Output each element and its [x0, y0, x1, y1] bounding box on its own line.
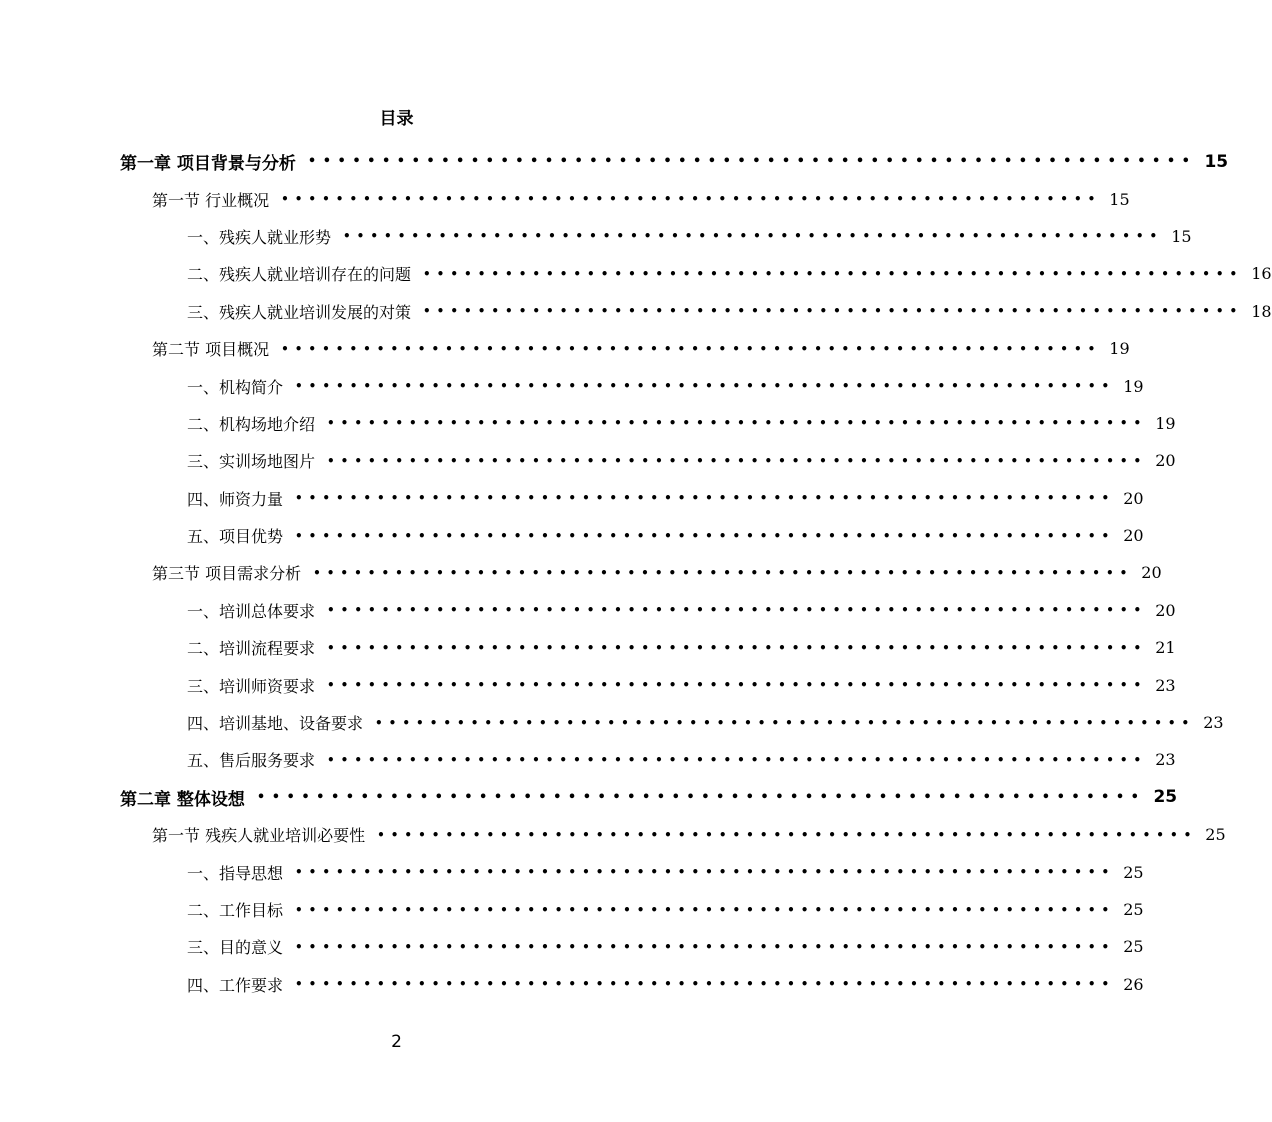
toc-entry-label: 四、师资力量 — [187, 489, 284, 509]
toc-dot-leader: •••••••••••••••••••••••••••••••••••••••••••••••••••••••••••• — [343, 229, 1164, 244]
toc-entry-page: 16 — [1251, 264, 1272, 284]
toc-entry[interactable] — [120, 255, 1272, 292]
toc-entry-label: 第一章 项目背景与分析 — [120, 154, 296, 175]
toc-entry-page: 23 — [1155, 750, 1176, 770]
toc-entry[interactable] — [120, 293, 1272, 330]
toc-entry[interactable] — [120, 143, 1229, 180]
toc-dot-leader: •••••••••••••••••••••••••••••••••••••••••••••••••••••••••••• — [375, 715, 1196, 730]
toc-entry-label: 三、目的意义 — [187, 938, 284, 958]
toc-entry-page: 21 — [1155, 638, 1176, 658]
toc-entry-label: 二、工作目标 — [187, 901, 284, 920]
toc-entry-label: 二、培训流程要求 — [187, 639, 316, 659]
toc-entry-page: 25 — [1123, 862, 1144, 882]
toc-entry[interactable] — [120, 966, 1144, 1003]
toc-entry-label: 一、指导思想 — [187, 863, 284, 883]
toc-entry-label: 五、项目优势 — [187, 527, 284, 547]
toc-entry[interactable] — [120, 554, 1162, 591]
toc-entry[interactable] — [120, 517, 1144, 554]
toc-dot-leader: •••••••••••••••••••••••••••••••••••••••••••••••••••••••••••• — [327, 453, 1148, 468]
toc-dot-leader: •••••••••••••••••••••••••••••••••••••••••••••••••••••••••••• — [295, 379, 1116, 394]
toc-entry-page: 19 — [1123, 376, 1144, 396]
toc-dot-leader: •••••••••••••••••••••••••••••••••••••••••••••••••••••••••••• — [295, 939, 1116, 954]
toc-entry[interactable] — [120, 592, 1176, 629]
toc-entry-page: 15 — [1171, 226, 1192, 246]
toc-entry-label: 第一节 行业概况 — [152, 190, 270, 210]
toc-title: 目录 — [379, 109, 414, 129]
toc-entry-label: 第一节 残疾人就业培训必要性 — [152, 826, 366, 846]
toc-entry-label: 第三节 项目需求分析 — [152, 564, 302, 584]
toc-entry-page: 26 — [1123, 974, 1144, 994]
toc-entry-label: 一、机构简介 — [187, 377, 284, 397]
toc-dot-leader: •••••••••••••••••••••••••••••••••••••••••••••••••••••••••••• — [281, 192, 1102, 207]
toc-entry-label: 第二章 整体设想 — [120, 789, 245, 810]
toc-entry-label: 四、工作要求 — [187, 975, 284, 995]
toc-dot-leader: •••••••••••••••••••••••••••••••••••••••••••••••••••••••••••• — [423, 304, 1244, 319]
toc-entry-label: 二、残疾人就业培训存在的问题 — [187, 265, 412, 285]
toc-entry-label: 三、实训场地图片 — [187, 452, 316, 472]
toc-entry-page: 18 — [1251, 301, 1272, 321]
toc-dot-leader: •••••••••••••••••••••••••••••••••••••••••••••••••••••••••••• — [295, 491, 1116, 506]
toc-dot-leader: •••••••••••••••••••••••••••••••••••••••••••••••••••••••••••• — [377, 827, 1198, 842]
toc-entry[interactable] — [120, 928, 1144, 965]
toc-entry-page: 20 — [1155, 451, 1176, 471]
toc-entry[interactable] — [120, 367, 1144, 404]
toc-dot-leader: •••••••••••••••••••••••••••••••••••••••••••••••••••••••••••• — [295, 865, 1116, 880]
toc-dot-leader: •••••••••••••••••••••••••••••••••••••••••••••••••••••••••••• — [313, 565, 1134, 580]
toc-entry[interactable] — [120, 218, 1192, 255]
toc-dot-leader: •••••••••••••••••••••••••••••••••••••••••••••••••••••••••••• — [327, 640, 1148, 655]
toc-entry-page: 20 — [1141, 563, 1162, 583]
toc-dot-leader: •••••••••••••••••••••••••••••••••••••••••••••••••••••••••••• — [327, 752, 1148, 767]
toc-entry[interactable] — [120, 891, 1144, 928]
toc-entry-page: 20 — [1123, 488, 1144, 508]
toc-dot-leader: •••••••••••••••••••••••••••••••••••••••••••••••••••••••••••• — [295, 528, 1116, 543]
toc-entry[interactable] — [120, 741, 1176, 778]
toc-entry-page: 15 — [1204, 151, 1229, 172]
toc-dot-leader: •••••••••••••••••••••••••••••••••••••••••••••••••••••••••••• — [295, 902, 1116, 917]
toc-entry-page: 20 — [1123, 526, 1144, 546]
toc-entry-label: 五、售后服务要求 — [187, 751, 316, 771]
toc-entry-label: 第二节 项目概况 — [152, 340, 270, 360]
toc-entry-page: 23 — [1203, 713, 1224, 733]
toc-dot-leader: •••••••••••••••••••••••••••••••••••••••••••••••••••••••••••• — [327, 416, 1148, 431]
toc-dot-leader: •••••••••••••••••••••••••••••••••••••••••••••••••••••••••••• — [423, 266, 1244, 281]
toc-dot-leader: •••••••••••••••••••••••••••••••••••••••••••••••••••••••••••• — [327, 678, 1148, 693]
toc-entry[interactable] — [120, 816, 1226, 853]
toc-entry[interactable] — [120, 629, 1176, 666]
toc-entry-label: 三、培训师资要求 — [187, 676, 316, 696]
toc-entry[interactable] — [120, 442, 1176, 479]
toc-entry-label: 四、培训基地、设备要求 — [187, 714, 364, 734]
toc-entry-page: 25 — [1205, 825, 1226, 845]
toc-entry-page: 23 — [1155, 675, 1176, 695]
toc-entry[interactable] — [120, 330, 1130, 367]
toc-entry-label: 三、残疾人就业培训发展的对策 — [187, 302, 412, 322]
toc-entry[interactable] — [120, 704, 1224, 741]
toc-entry-page: 19 — [1109, 339, 1130, 359]
page-number: 2 — [391, 1032, 402, 1052]
toc-entry-page: 25 — [1123, 900, 1144, 919]
toc-entry-page: 25 — [1123, 937, 1144, 957]
toc-entry-page: 20 — [1155, 600, 1176, 620]
toc-entry-page: 25 — [1153, 787, 1178, 808]
toc-dot-leader: •••••••••••••••••••••••••••••••••••••••••••••••••••••••••••• — [256, 789, 1146, 805]
table-of-contents — [120, 143, 1272, 1003]
toc-dot-leader: •••••••••••••••••••••••••••••••••••••••••••••••••••••••••••• — [307, 154, 1197, 170]
toc-entry-page: 15 — [1109, 189, 1130, 209]
toc-entry[interactable] — [120, 853, 1144, 890]
toc-entry-label: 二、机构场地介绍 — [187, 414, 316, 434]
toc-entry[interactable] — [120, 180, 1130, 217]
toc-dot-leader: •••••••••••••••••••••••••••••••••••••••••••••••••••••••••••• — [295, 977, 1116, 992]
toc-entry[interactable] — [120, 666, 1176, 703]
toc-entry-label: 一、培训总体要求 — [187, 601, 316, 621]
toc-entry[interactable] — [120, 779, 1178, 816]
toc-dot-leader: •••••••••••••••••••••••••••••••••••••••••••••••••••••••••••• — [327, 603, 1148, 618]
toc-entry[interactable] — [120, 480, 1144, 517]
toc-entry[interactable] — [120, 405, 1176, 442]
toc-entry-page: 19 — [1155, 413, 1176, 433]
toc-entry-label: 一、残疾人就业形势 — [187, 227, 332, 247]
toc-dot-leader: •••••••••••••••••••••••••••••••••••••••••••••••••••••••••••• — [281, 341, 1102, 356]
